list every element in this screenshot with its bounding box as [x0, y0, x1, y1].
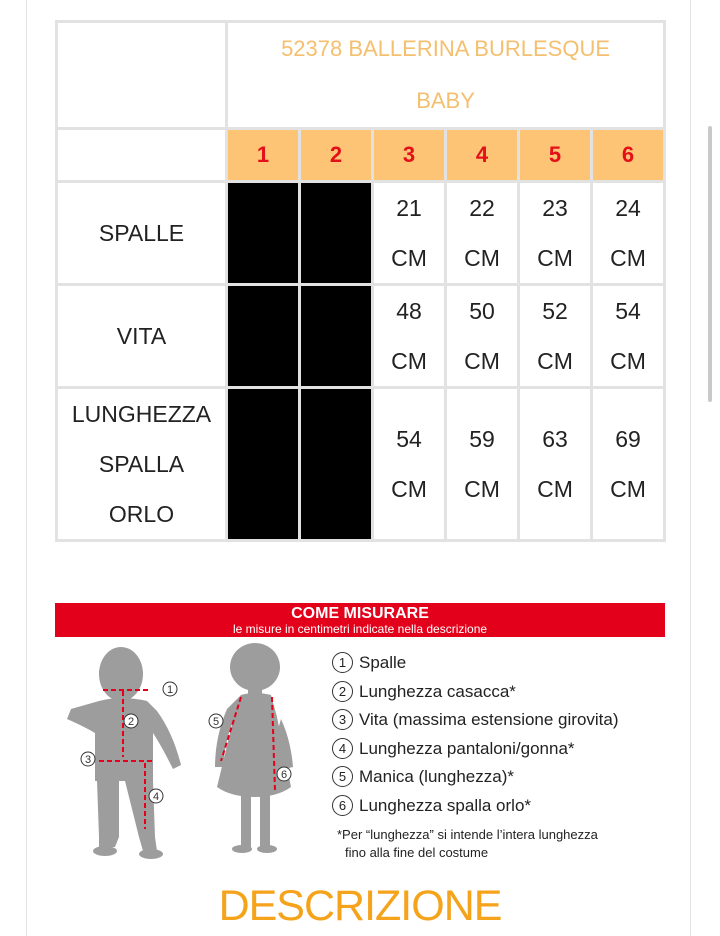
size-header: 1	[228, 130, 298, 180]
measurement-cell	[447, 286, 517, 386]
marker-label: 2	[127, 716, 135, 728]
measurement-unit: CM	[464, 245, 500, 271]
measurement-cell	[593, 286, 663, 386]
product-title-line: 52378 BALLERINA BURLESQUE	[281, 36, 611, 61]
size-header: 6	[593, 130, 663, 180]
banner-title: COME MISURARE	[291, 605, 429, 622]
measurement-unit: CM	[537, 348, 573, 374]
measurement-unit: CM	[391, 348, 427, 374]
measurement-value: 24	[615, 195, 641, 221]
measurement-unit: CM	[610, 476, 646, 502]
how-to-measure-guide	[55, 603, 665, 875]
measurement-cell	[520, 389, 590, 539]
measurement-value: 54	[615, 298, 641, 324]
legend-number: 6	[332, 795, 353, 816]
table-corner-cell	[58, 23, 225, 127]
measurement-value: 22	[469, 195, 495, 221]
size-header: 2	[301, 130, 371, 180]
page-edge	[690, 0, 691, 936]
table-row	[58, 389, 663, 539]
page-edge	[26, 0, 27, 936]
legend-item	[332, 763, 672, 792]
measurement-unit: CM	[610, 245, 646, 271]
product-title	[228, 23, 663, 127]
unavailable-cell	[228, 286, 298, 386]
marker-label: 5	[212, 716, 220, 728]
measurement-cell	[593, 183, 663, 283]
scrollbar[interactable]	[708, 126, 712, 402]
table-row	[58, 183, 663, 283]
legend-text: Lunghezza spalla orlo*	[359, 795, 532, 815]
measurement-value: 69	[615, 426, 641, 452]
legend-number: 1	[332, 652, 353, 673]
measurement-cell	[593, 389, 663, 539]
measurement-value: 54	[396, 426, 422, 452]
length-note	[337, 826, 667, 862]
table-title-row	[58, 23, 663, 127]
row-label-line: SPALLA	[98, 451, 185, 477]
measurement-figures-illustration	[55, 641, 325, 873]
row-label: VITA	[58, 286, 225, 386]
legend-text: Lunghezza pantaloni/gonna*	[359, 738, 575, 758]
measurement-cell	[374, 183, 444, 283]
legend-number: 3	[332, 709, 353, 730]
legend-number: 2	[332, 681, 353, 702]
measurement-cell	[520, 286, 590, 386]
measurement-value: 63	[542, 426, 568, 452]
note-line: fino alla fine del costume	[345, 845, 489, 860]
measurement-unit: CM	[537, 245, 573, 271]
measurement-unit: CM	[464, 348, 500, 374]
row-label: SPALLE	[58, 183, 225, 283]
marker-label: 1	[166, 684, 174, 696]
measurement-value: 59	[469, 426, 495, 452]
marker-label: 3	[84, 754, 92, 766]
legend-text: Lunghezza casacca*	[359, 681, 516, 701]
row-label-line: LUNGHEZZA	[71, 401, 212, 427]
girl-figure	[212, 643, 293, 853]
header-blank-cell	[58, 130, 225, 180]
row-label-line: ORLO	[108, 501, 175, 527]
size-header: 3	[374, 130, 444, 180]
unavailable-cell	[301, 183, 371, 283]
legend-item	[332, 735, 672, 764]
measurement-unit: CM	[537, 476, 573, 502]
description-heading: DESCRIZIONE	[218, 882, 502, 930]
measurement-cell	[447, 389, 517, 539]
size-header-row	[58, 130, 663, 180]
size-header: 5	[520, 130, 590, 180]
banner-subtitle: le misure in centimetri indicate nella descrizione	[232, 622, 488, 636]
legend-item	[332, 678, 672, 707]
legend-item	[332, 706, 672, 735]
product-title-line: BABY	[416, 88, 475, 113]
measurement-unit: CM	[464, 476, 500, 502]
measurement-value: 50	[469, 298, 495, 324]
unavailable-cell	[301, 286, 371, 386]
measurement-value: 52	[542, 298, 568, 324]
legend-item	[332, 792, 672, 821]
measurement-value: 23	[542, 195, 568, 221]
unavailable-cell	[301, 389, 371, 539]
marker-label: 4	[152, 791, 160, 803]
measurement-value: 48	[396, 298, 422, 324]
measurement-cell	[374, 389, 444, 539]
unavailable-cell	[228, 389, 298, 539]
measurement-value: 21	[396, 195, 422, 221]
unavailable-cell	[228, 183, 298, 283]
size-chart-table	[55, 20, 666, 542]
legend-number: 4	[332, 738, 353, 759]
table-row	[58, 286, 663, 386]
how-to-measure-banner	[55, 603, 665, 637]
legend-number: 5	[332, 766, 353, 787]
measurement-cell	[447, 183, 517, 283]
row-label	[58, 389, 225, 539]
legend-item	[332, 649, 672, 678]
size-header: 4	[447, 130, 517, 180]
measurement-unit: CM	[610, 348, 646, 374]
measurement-cell	[520, 183, 590, 283]
note-line: *Per “lunghezza” si intende l’intera lunghezza	[337, 827, 598, 842]
marker-label: 6	[280, 769, 288, 781]
legend-text: Vita (massima estensione girovita)	[359, 710, 619, 729]
legend-text: Spalle	[359, 653, 407, 672]
measurement-unit: CM	[391, 476, 427, 502]
measurement-legend	[332, 649, 672, 820]
legend-text: Manica (lunghezza)*	[359, 767, 514, 786]
measurement-unit: CM	[391, 245, 427, 271]
measurement-cell	[374, 286, 444, 386]
